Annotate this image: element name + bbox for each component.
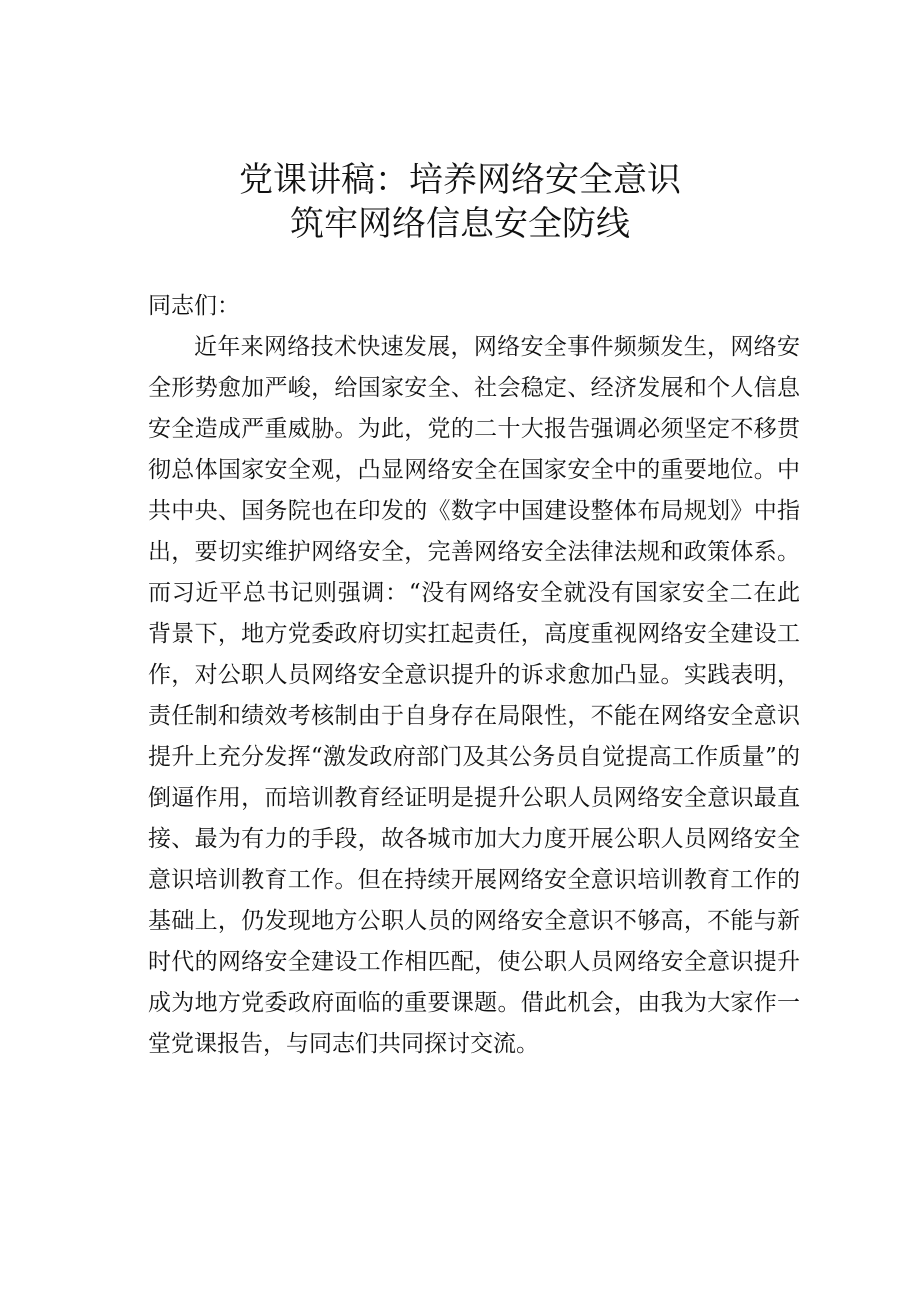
body-paragraph-1: 近年来网络技术快速发展，网络安全事件频频发生，网络安全形势愈加严峻，给国家安全、社会稳定、经济发展和个人信息安全造成严重威胁。为此，党的二十大报告强调必须坚定不移贯彻总体国家安全观，凸显网络安全在国家安全中的重要地位。中共中央、国务院也在印发的《数字中国建设整体布局规划》中指出，要切实维护网络安全，完善网络安全法律法规和政策体系。而习近平总书记则强调：“没有网络安全就没有国家安全二在此背景下，地方党委政府切实扛起责任，高度重视网络安全建设工作，对公职人员网络安全意识提升的诉求愈加凸显。实践表明，责任制和绩效考核制由于自身存在局限性，不能在网络安全意识提升上充分发挥“激发政府部门及其公务员自觉提高工作质量”的倒逼作用，而培训教育经证明是提升公职人员网络安全意识最直接、最为有力的手段，故各城市加大力度开展公职人员网络安全意识培训教育工作。但在持续开展网络安全意识培训教育工作的基础上，仍发现地方公职人员的网络安全意识不够高，不能与新时代的网络安全建设工作相匹配，使公职人员网络安全意识提升成为地方党委政府面临的重要课题。借此机会，由我为大家作一堂党课报告，与同志们共同探讨交流。 (148, 334, 800, 1057)
document-body (148, 286, 800, 1065)
title-line-2: 筑牢网络信息安全防线 (290, 204, 630, 244)
salutation: 同志们： (148, 293, 240, 319)
document-title (0, 158, 920, 246)
title-line-1: 党课讲稿：培养网络安全意识 (239, 160, 681, 200)
